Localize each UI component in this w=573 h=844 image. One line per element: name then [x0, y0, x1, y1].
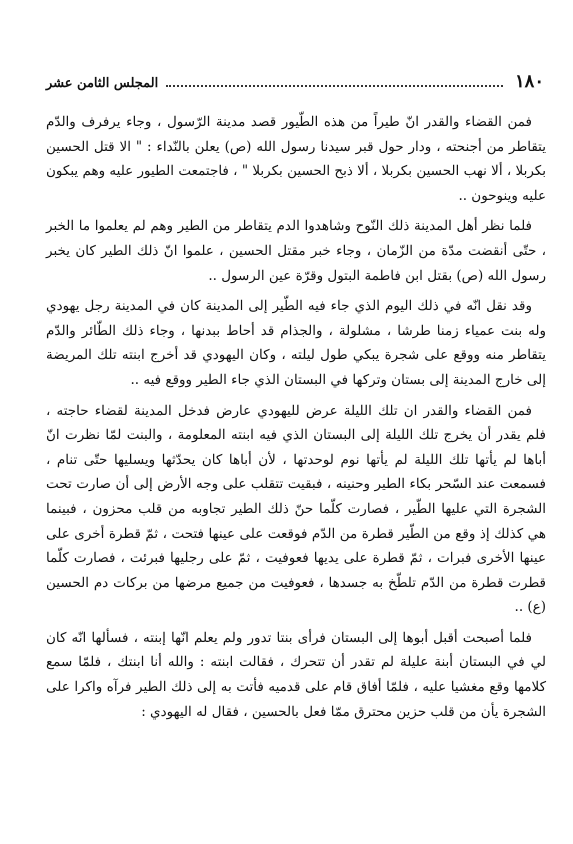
chapter-title: المجلس الثامن عشر [46, 76, 159, 91]
body-text [46, 110, 546, 724]
paragraph: فمن القضاء والقدر ان تلك الليلة عرض لليهودي عارض فدخل المدينة لقضاء حاجته ، فلم يقدر أن يخرج تلك الليلة إلى البستان الذي فيه ابنته المعلومة ، والبنت لمّا نظرت انّ أباها لم يأتها تلك الليلة لم يأتها نوم لوحدتها ، لأن أباها كان يحدّثها ويسليها حتّى تنام ، فسمعت عند السّحر بكاء الطير وحنينه ، فبقيت تتقلب على وجه الأرض إلى أن صارت تحت الشجرة التي عليها الطّير ، فصارت كلّما حنّ ذلك الطير تجاوبه من قلب محزون ، فبينما هي كذلك إذ وقع من الطّير قطرة من الدّم فوقعت على عينها فتحت ، ثمّ قطرة أخرى على عينها الأخرى فبرات ، ثمّ قطرة على يديها فعوفيت ، ثمّ على رجليها فبرئت ، فصارت كلّما قطرت قطرة من الدّم تلطّخ به جسدها ، فعوفيت من جميع مرضها من بركات دم الحسين (ع) .. [46, 402, 546, 616]
paragraph: فمن القضاء والقدر انّ طيراً من هذه الطّيور قصد مدينة الرّسول ، وجاء يرفرف والدّم يتقاطر من أجنحته ، ودار حول قبر سيدنا رسول الله (ص) يعلن بالنّداء : " الا قتل الحسين بكربلا ، ألا نهب الحسين بكربلا ، ألا ذبح الحسين بكربلا " ، فاجتمعت الطيور عليه وهم يبكون عليه وينوحون .. [46, 114, 546, 204]
book-page [46, 66, 546, 826]
running-header [46, 66, 546, 92]
paragraph: فلما نظر أهل المدينة ذلك النّوح وشاهدوا الدم يتقاطر من الطير وهم لم يعلموا ما الخبر ، حتّى أنقضت مدّة من الزّمان ، وجاء خبر مقتل الحسين ، علموا انّ ذلك الطير كان يخبر رسول الله (ص) بقتل ابن فاطمة البتول وقرّة عين الرسول .. [46, 218, 546, 284]
page-number: ١٨٠ [514, 71, 544, 92]
header-dotted-leader [166, 85, 503, 87]
paragraph: فلما أصبحت أقبل أبوها إلى البستان فرأى بنتا تدور ولم يعلم انّها إبنته ، فسألها انّه كان لي في البستان أبنة عليلة لم تقدر أن تتحرك ، فقالت ابنته : والله أنا ابنتك ، فلمّا سمع كلامها وقع مغشيا عليه ، فلمّا أفاق قام على قدميه فأتت به إلى ذلك الطير فرآه واكرا على الشجرة يأن من قلب حزين محترق ممّا فعل بالحسين ، فقال له اليهودي : [46, 629, 546, 720]
paragraph: وقد نقل انّه في ذلك اليوم الذي جاء فيه الطّير إلى المدينة كان في المدينة رجل يهودي وله بنت عمياء زمنا طرشا ، مشلولة ، والجذام قد أحاط ببدنها ، وجاء ذلك الطّائر والدّم يتقاطر منه ووقع على شجرة يبكي طول ليلته ، وكان اليهودي قد أخرج ابنته تلك المريضة إلى خارج المدينة إلى بستان وتركها في البستان الذي جاء الطير ووقع فيه .. [46, 298, 546, 388]
